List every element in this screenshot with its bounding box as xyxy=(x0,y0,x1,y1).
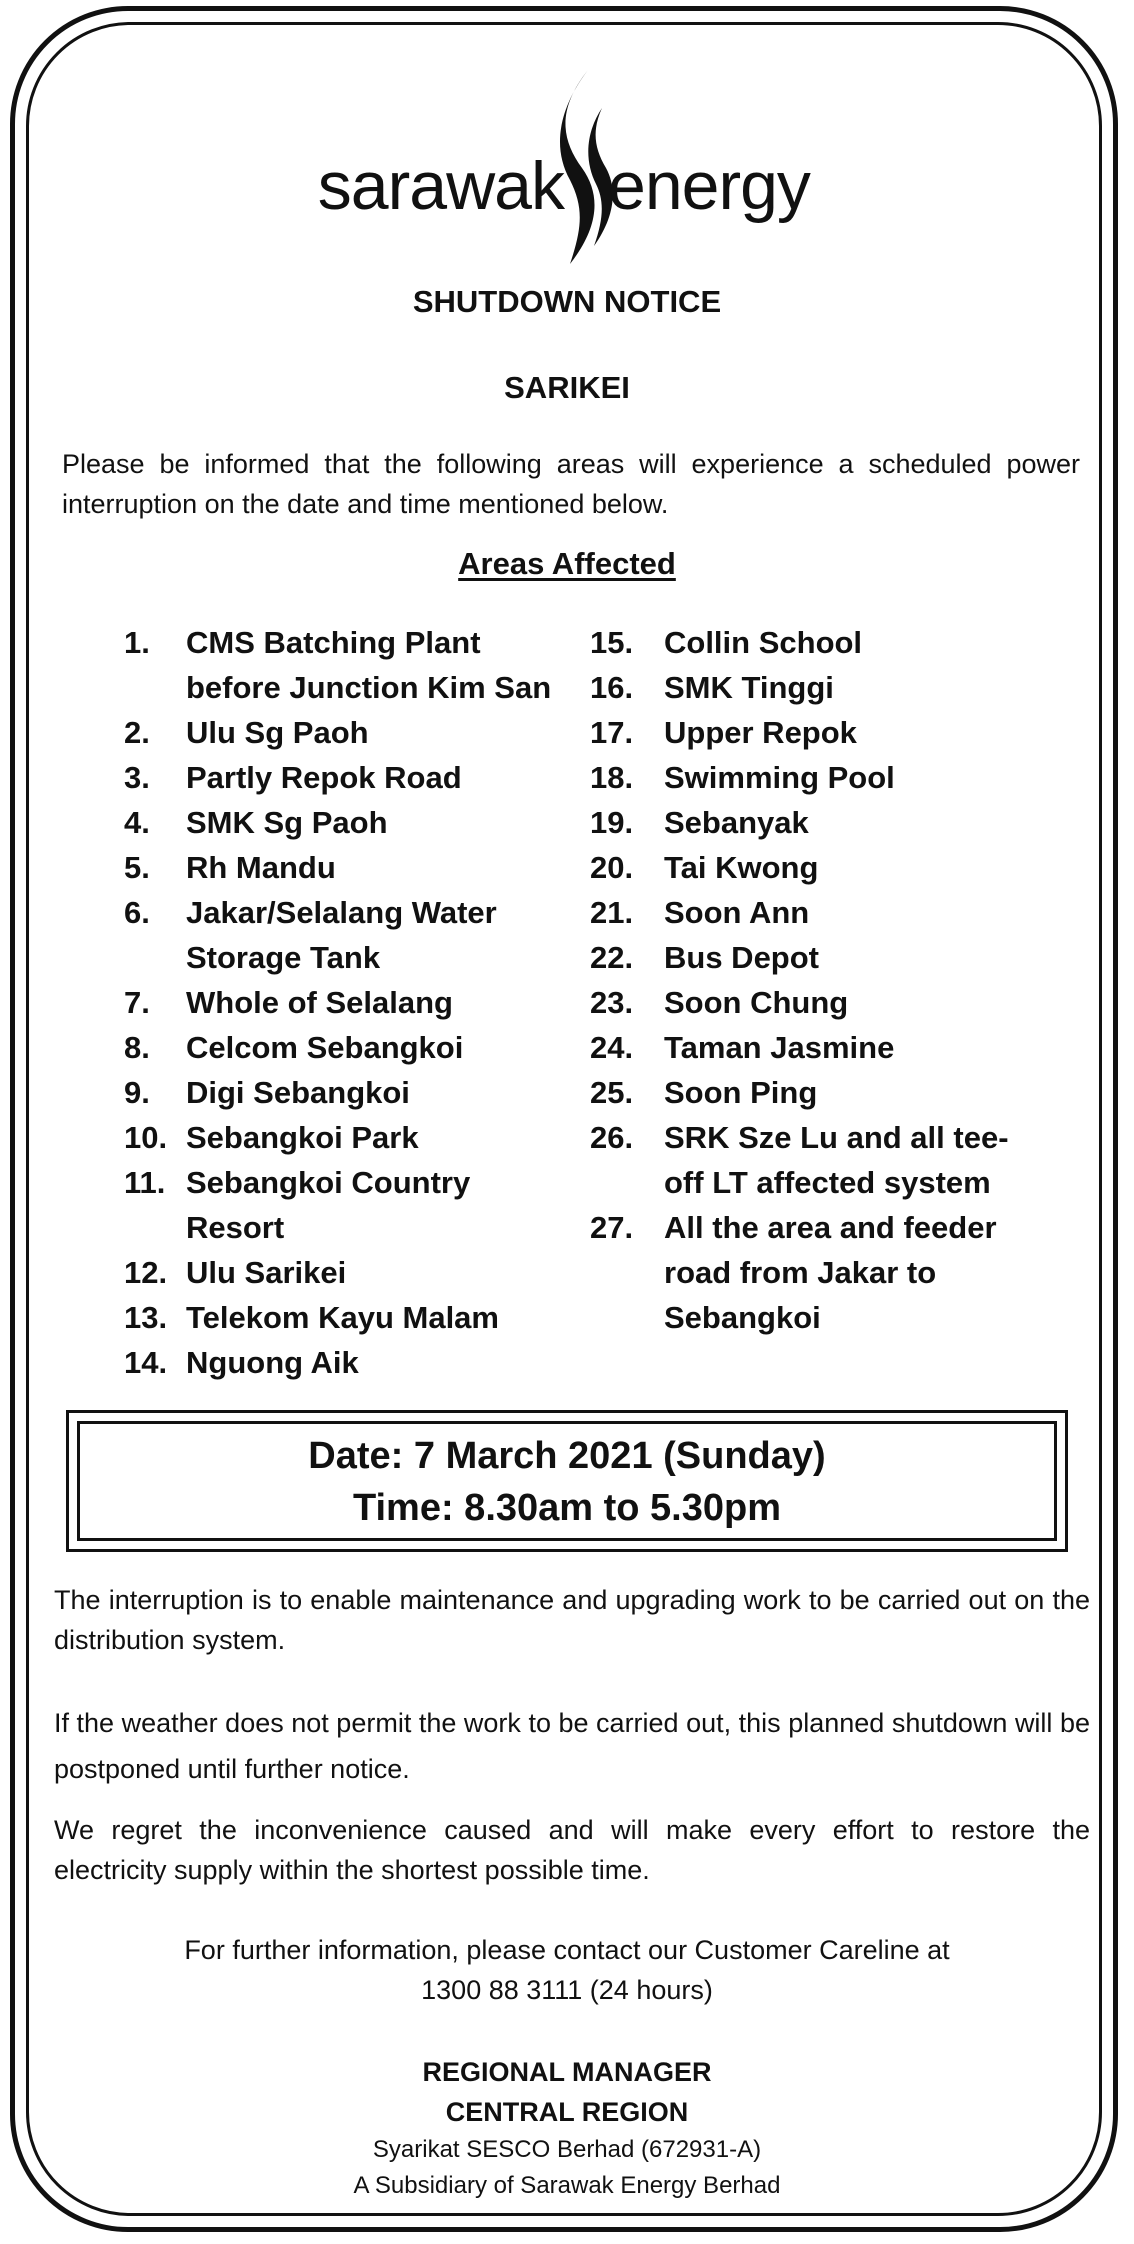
list-item: 21. Soon Ann xyxy=(590,895,810,930)
sarawak-energy-logo xyxy=(0,68,1134,268)
list-item: 2. Ulu Sg Paoh xyxy=(124,715,369,750)
list-item: 23. Soon Chung xyxy=(590,985,849,1020)
list-item: 13. Telekom Kayu Malam xyxy=(124,1300,499,1335)
list-item: 8. Celcom Sebangkoi xyxy=(124,1030,464,1065)
list-item: 16. SMK Tinggi xyxy=(590,670,834,705)
schedule-date: Date: 7 March 2021 (Sunday) xyxy=(308,1435,826,1477)
logo-word-sarawak: sarawak xyxy=(317,148,564,224)
list-item: 1. CMS Batching Plant before Junction Kim San xyxy=(124,625,552,705)
signature-block xyxy=(0,2052,1134,2204)
schedule-time: Time: 8.30am to 5.30pm xyxy=(352,1487,782,1529)
intro-paragraph: Please be informed that the following areas will experience a scheduled power interruption on the date and time mentioned below. xyxy=(62,449,1080,519)
areas-affected-title: Areas Affected xyxy=(458,546,676,581)
logo-word-energy: energy xyxy=(608,148,810,224)
list-item: 26. SRK Sze Lu and all tee-off LT affected system xyxy=(590,1120,1009,1200)
signatory-region: CENTRAL REGION xyxy=(445,2097,689,2127)
list-item: 25. Soon Ping xyxy=(590,1075,818,1110)
parent-company: A Subsidiary of Sarawak Energy Berhad xyxy=(353,2172,781,2199)
list-item: 14. Nguong Aik xyxy=(124,1345,359,1380)
list-item: 4. SMK Sg Paoh xyxy=(124,805,388,840)
list-item: 19. Sebanyak xyxy=(590,805,809,840)
contact-line: For further information, please contact our Customer Careline at xyxy=(184,1935,950,1965)
list-item: 9. Digi Sebangkoi xyxy=(124,1075,410,1110)
list-item: 3. Partly Repok Road xyxy=(124,760,462,795)
company-name: Syarikat SESCO Berhad (672931-A) xyxy=(372,2136,762,2163)
list-item: 10. Sebangkoi Park xyxy=(124,1120,419,1155)
signatory-title: REGIONAL MANAGER xyxy=(422,2057,712,2087)
schedule-box xyxy=(66,1410,1068,1552)
list-item: 7. Whole of Selalang xyxy=(124,985,453,1020)
schedule-box-inner xyxy=(77,1421,1057,1541)
list-item: 24. Taman Jasmine xyxy=(590,1030,895,1065)
purpose-paragraph: The interruption is to enable maintenance and upgrading work to be carried out on the distribution system. xyxy=(54,1585,1090,1655)
list-item: 27. All the area and feeder road from Jakar to Sebangkoi xyxy=(590,1210,997,1335)
contact-block xyxy=(0,1930,1134,2010)
list-item: 15. Collin School xyxy=(590,625,863,660)
careline-number: 1300 88 3111 (24 hours) xyxy=(421,1975,713,2005)
list-item: 22. Bus Depot xyxy=(590,940,819,975)
areas-list-right xyxy=(590,620,1030,1340)
list-item: 5. Rh Mandu xyxy=(124,850,336,885)
areas-list-left xyxy=(124,620,564,1385)
list-item: 11. Sebangkoi Country Resort xyxy=(124,1165,471,1245)
list-item: 20. Tai Kwong xyxy=(590,850,819,885)
list-item: 6. Jakar/Selalang Water Storage Tank xyxy=(124,895,497,975)
notice-title: SHUTDOWN NOTICE xyxy=(412,284,722,319)
regret-paragraph: We regret the inconvenience caused and will make every effort to restore the electricity supply within the shortest possible time. xyxy=(54,1815,1090,1885)
weather-paragraph: If the weather does not permit the work to be carried out, this planned shutdown will be postponed until further notice. xyxy=(54,1708,1090,1784)
notice-location: SARIKEI xyxy=(504,370,630,405)
list-item: 17. Upper Repok xyxy=(590,715,857,750)
list-item: 18. Swimming Pool xyxy=(590,760,895,795)
list-item: 12. Ulu Sarikei xyxy=(124,1255,347,1290)
